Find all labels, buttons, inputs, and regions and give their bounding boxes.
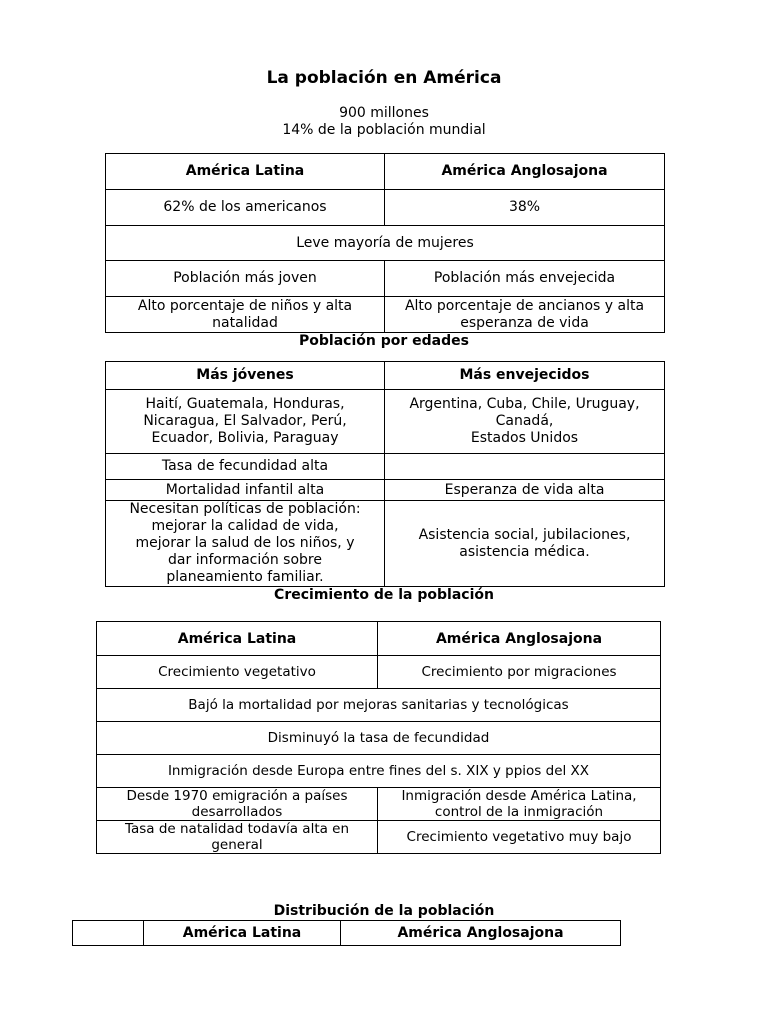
table-cell	[385, 390, 665, 454]
subtitle-share: 14% de la población mundial	[282, 122, 486, 138]
table-row	[106, 226, 665, 261]
section-title-growth: Crecimiento de la población	[274, 587, 494, 603]
text-line: Ecuador, Bolivia, Paraguay	[151, 430, 339, 446]
table-row	[106, 154, 665, 190]
table-cell: 62% de los americanos	[106, 190, 385, 226]
table-row	[73, 921, 621, 946]
header-america-latina: América Latina	[97, 622, 378, 656]
table-cell	[385, 501, 665, 587]
table-row	[106, 297, 665, 333]
table-cell	[385, 454, 665, 480]
table-cell: Esperanza de vida alta	[385, 480, 665, 501]
table-cell: Población más joven	[106, 261, 385, 297]
text-line: Argentina, Cuba, Chile, Uruguay,	[409, 396, 640, 412]
text-line: Canadá,	[495, 413, 554, 429]
table-cell: Desde 1970 emigración a países desarrollados	[97, 788, 378, 821]
table-row	[97, 722, 661, 755]
table-cell: Mortalidad infantil alta	[106, 480, 385, 501]
text-line: Haití, Guatemala, Honduras,	[145, 396, 345, 412]
table-row	[106, 390, 665, 454]
header-america-anglosajona: América Anglosajona	[378, 622, 661, 656]
table-cell: Crecimiento por migraciones	[378, 656, 661, 689]
table-row	[97, 821, 661, 854]
subtitle-population: 900 millones	[339, 105, 429, 121]
section-title-ages: Población por edades	[299, 333, 469, 349]
text-line: Estados Unidos	[470, 430, 579, 446]
table-cell: Tasa de natalidad todavía alta en general	[97, 821, 378, 854]
table-cell-merged: Inmigración desde Europa entre fines del s. XIX y ppios del XX	[97, 755, 661, 788]
header-america-latina: América Latina	[106, 154, 385, 190]
table-cell-merged: Leve mayoría de mujeres	[106, 226, 665, 261]
table-cell: Población más envejecida	[385, 261, 665, 297]
table-row	[97, 689, 661, 722]
text-line: Asistencia social, jubilaciones,	[418, 526, 631, 543]
ages-table	[105, 361, 665, 587]
table-cell: Tasa de fecundidad alta	[106, 454, 385, 480]
table-cell	[106, 501, 385, 587]
section-title-distribution: Distribución de la población	[273, 903, 495, 919]
header-america-anglosajona: América Anglosajona	[385, 154, 665, 190]
table-cell: Alto porcentaje de ancianos y alta esperanza de vida	[385, 297, 665, 333]
table-cell: Crecimiento vegetativo muy bajo	[378, 821, 661, 854]
table-cell-merged: Disminuyó la tasa de fecundidad	[97, 722, 661, 755]
table-row	[97, 656, 661, 689]
header-mas-jovenes: Más jóvenes	[106, 362, 385, 390]
text-line: planeamiento familiar.	[166, 569, 324, 585]
table-cell: Crecimiento vegetativo	[97, 656, 378, 689]
text-line: mejorar la calidad de vida,	[151, 518, 339, 534]
table-row	[97, 788, 661, 821]
text-line: mejorar la salud de los niños, y	[135, 535, 355, 551]
table-row	[106, 362, 665, 390]
header-mas-envejecidos: Más envejecidos	[385, 362, 665, 390]
table-cell-merged: Bajó la mortalidad por mejoras sanitarias y tecnológicas	[97, 689, 661, 722]
text-line: dar información sobre	[168, 552, 322, 568]
table-row	[106, 501, 665, 587]
header-america-anglosajona: América Anglosajona	[341, 921, 621, 946]
table-cell: Alto porcentaje de niños y alta natalidad	[106, 297, 385, 333]
comparison-table	[105, 153, 665, 333]
page-title: La población en América	[266, 68, 502, 88]
table-row	[97, 755, 661, 788]
table-row	[97, 622, 661, 656]
table-cell: Inmigración desde América Latina, control de la inmigración	[378, 788, 661, 821]
text-line: Nicaragua, El Salvador, Perú,	[143, 413, 347, 429]
header-america-latina: América Latina	[144, 921, 341, 946]
table-row	[106, 261, 665, 297]
table-row	[106, 480, 665, 501]
table-row	[106, 190, 665, 226]
text-line: asistencia médica.	[459, 543, 590, 560]
table-cell: 38%	[385, 190, 665, 226]
growth-table	[96, 621, 661, 854]
table-cell-empty	[73, 921, 144, 946]
text-line: Necesitan políticas de población:	[129, 501, 361, 517]
table-row	[106, 454, 665, 480]
distribution-table	[72, 920, 621, 946]
table-cell	[106, 390, 385, 454]
